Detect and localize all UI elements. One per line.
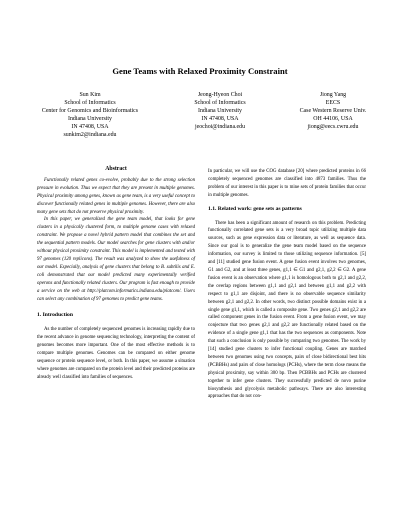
author-2-name: Jeong-Hyeon Choi [197,92,243,98]
right-column-body [208,168,366,200]
author-2-email: jeochoi@indiana.edu [194,123,246,130]
author-1-institution: Indiana University [67,115,112,122]
abstract-paragraph: In this paper, we generalized the gene team model, that looks for gene clusters in a physically clustered form, to multiple genome cases with relaxed constraint. We propose a novel hybrid pattern model that combines the set and the sequential pattern models. Our model searches for gene clusters with and/or without physical proximity constraint. This model is implemented and tested with 97 genomes (120 replicons). The result was analyzed to show the usefulness of our model. Especially, analysis of gene clusters that belong to B. subtilis and E. coli demonstrated that our model predicted many experimentally verified operons and functionally related clusters. Our program is fast enough to provide a service on the web at http://platcom.informatics.indiana.edu/platcom/. Users can select any combination of 97 genomes to predict gene teams. [37,217,195,302]
author-1-affiliation: School of Informatics [64,99,116,106]
author-3-affiliation: EECS [325,99,341,106]
related-work-body [208,220,366,402]
author-3-name: Jiong Yang [319,92,347,98]
author-3-address: OH 44106, USA [313,115,353,122]
author-3 [278,92,388,132]
right-column [208,168,366,401]
author-2-affiliation: School of Informatics [194,99,246,106]
author-2 [160,92,280,132]
author-2-institution: Indiana University [197,107,242,114]
body-paragraph: There has been a significant amount of research on this problem. Predicting functionally correlated gene sets is a very broad topic utilizing multiple data sources, such as gene expression data or literature, as well as sequence data. Since our goal is to generalize the gene team model based on the sequence information, our survey is limited to those utilizing sequence information. [5] and [11] studied gene fusion event. A gene fusion event involves two genomes, G1 and G2, and at least three genes, g1,1 ∈ G1 and g2,1, g2,2 ∈ G2. A gene fusion event is an observation where g1,1 is homologous both to g2,1 and g2,2, the overlap regions between g1,1 and g2,1 and between g1,1 and g2,2 with respect to g1,1 are disjoint, and there is no observable sequence similarity between g2,1 and g2,2. In other words, two distinct possible domains exist in a single gene g1,1, which is called a composite gene. Two genes g2,1 and g2,2 are called component genes in the fusion event. From a gene fusion event, we may conjecture that two genes g2,1 and g2,2 are functionally related based on the evidence of a single gene g1,1 that has the two sequences as components. Note that such a conclusion is only possible by comparing two genomes. The work by [14] studied gene clusters to infer functional coupling. Genes are matched between two genomes using two concepts, pairs of close bidirectional best hits (PCBBHs) and pairs of close homologs (PCHs), where the term close means the physical proximity, say within 300 bp. Then PCBBHs and PCHs are clustered together to infer gene clusters. They successfully predicted de novo purine biosynthesis and glycolysis metabolic pathways. There are also interesting approaches that do not con- [208,220,366,400]
body-paragraph: As the number of completely sequenced genomes is increasing rapidly due to the recent advance in genome sequencing technology, interpreting the content of genomes becomes more important. One of the most effective methods is to compare multiple genomes. Genomes can be compared on either genome sequence or protein sequence level, or both. In this paper, we assume a situation where genomes are compared on the protein level and their predicted proteins are already well classified into families of sequences. [37,327,195,380]
author-block [20,92,380,152]
abstract-paragraph: Functionally related genes co-evolve, probably due to the strong selection pressure in evolution. Thus we expect that they are present in multiple genomes. Physical proximity among genes, known as gene team, is a very useful concept to discover functionally related genes in multiple genomes. However, there are also many gene sets that do not preserve physical proximity. [37,177,195,215]
author-1-affiliation: Center for Genomics and Bioinformatics [41,107,139,114]
author-3-institution: Case Western Reserve Univ. [299,107,367,114]
subsection-heading-related-work: 1.1. Related work: gene sets as patterns [208,205,302,212]
author-1-address: IN 47408, USA [71,123,109,130]
author-1 [20,92,160,139]
introduction-body [37,326,195,381]
author-3-email: jiong@eecs.cwru.edu [307,123,359,130]
section-heading-introduction: 1. Introduction [37,312,73,319]
author-1-email: sunkim2@indiana.edu [63,131,117,138]
author-2-address: IN 47408, USA [201,115,239,122]
paper-title: Gene Teams with Relaxed Proximity Constraint [112,66,288,76]
abstract-heading: Abstract [105,166,127,172]
body-paragraph: In particular, we will use the COG database [20] where predicted proteins in 66 completely sequenced genomes are classified into 4873 families. Thus the problem of our interest in this paper is to mine sets of protein families that occur in multiple genomes. [208,169,366,198]
abstract [37,166,195,303]
author-1-name: Sun Kim [79,92,101,98]
left-column [37,166,195,382]
